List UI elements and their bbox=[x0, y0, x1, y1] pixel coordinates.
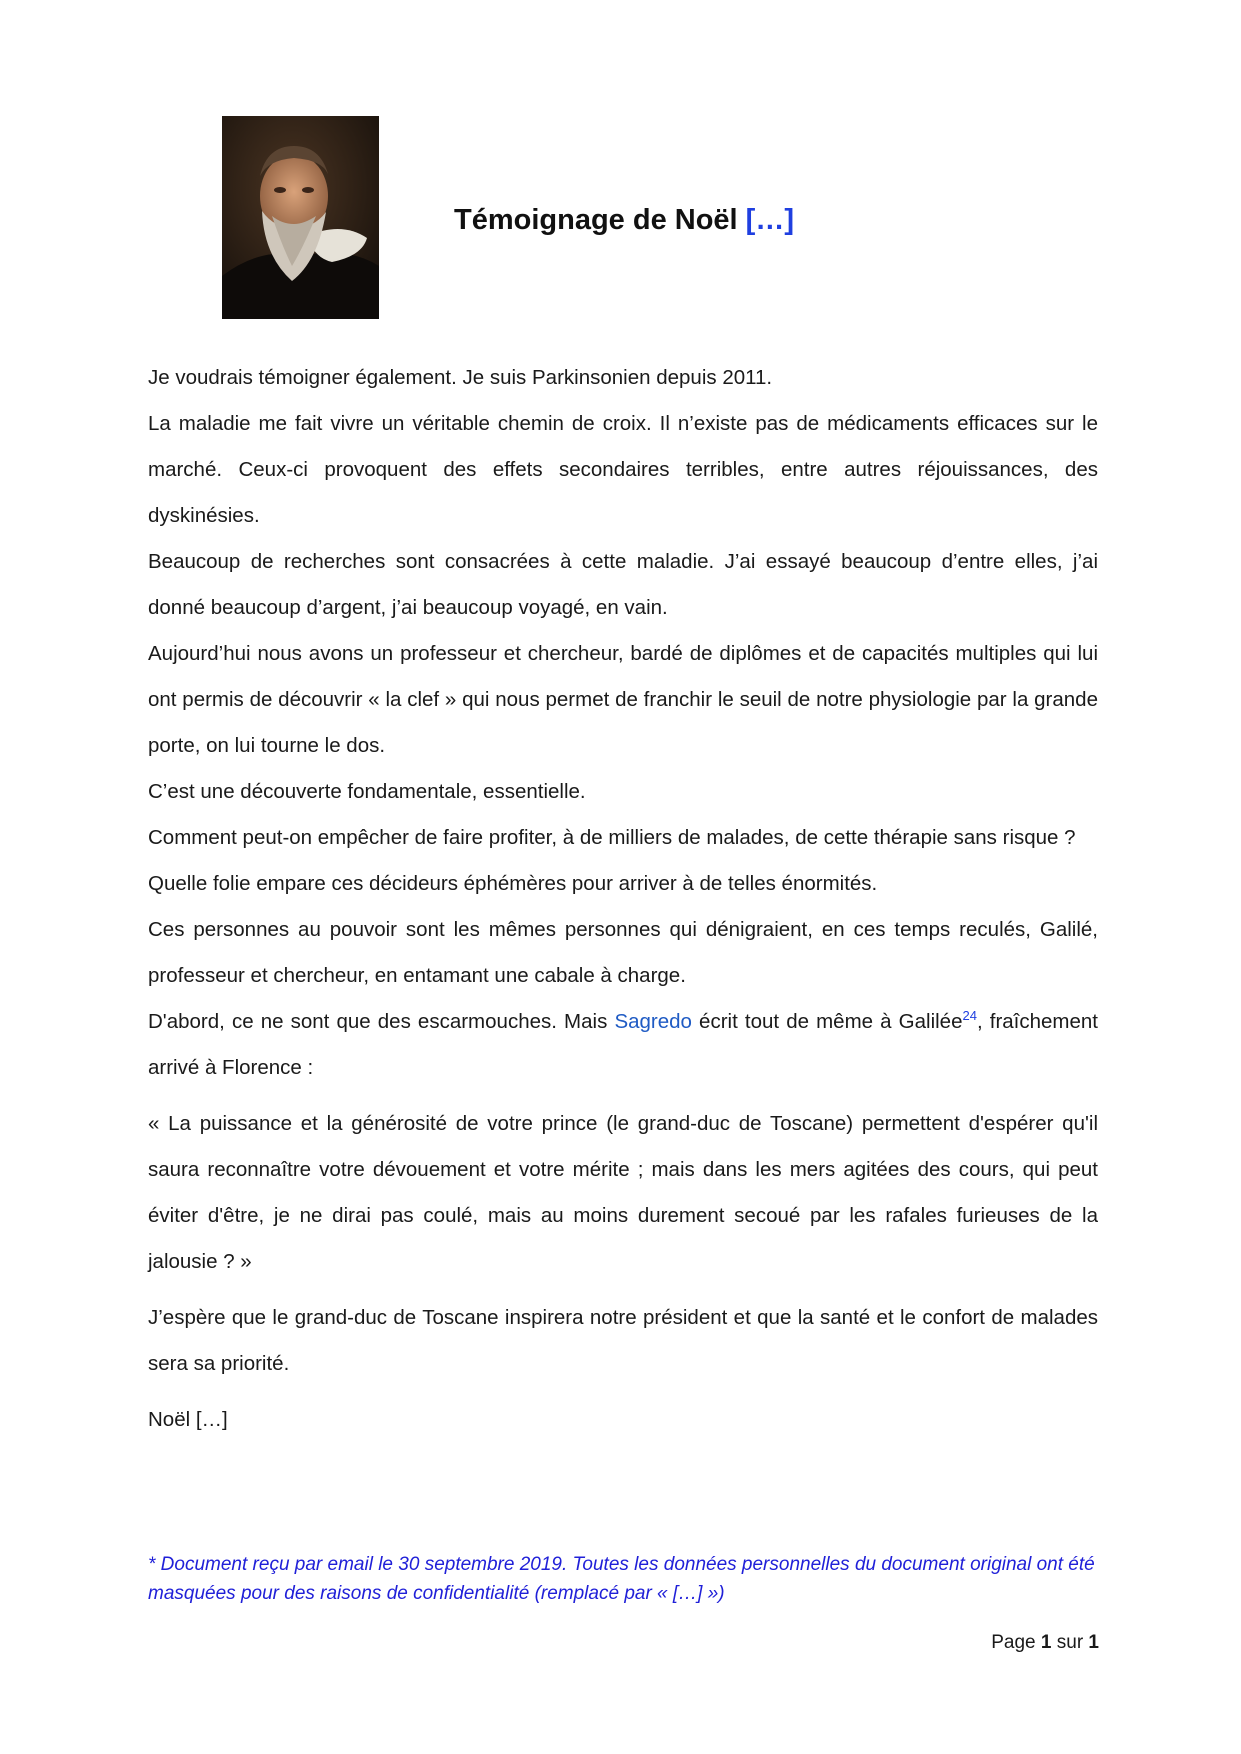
title-text: Témoignage de Noël bbox=[454, 204, 746, 236]
page-label: Page bbox=[991, 1632, 1041, 1653]
paragraph-9-text-c: , fraîchement arrivé à Florence : bbox=[148, 1010, 1098, 1079]
paragraph-9-text-a: D'abord, ce ne sont que des escarmouches. Mais bbox=[148, 1010, 615, 1033]
total-pages: 1 bbox=[1088, 1632, 1099, 1653]
page-number bbox=[991, 1632, 1099, 1654]
page-of-label: sur bbox=[1051, 1632, 1089, 1653]
document-title bbox=[454, 204, 794, 237]
paragraph-3: Beaucoup de recherches sont consacrées à cette maladie. J’ai essayé beaucoup d’entre elles, j’ai donné beaucoup d’argent, j’ai beaucoup voyagé, en vain. bbox=[148, 550, 1098, 619]
footnote-reference[interactable]: 24 bbox=[962, 1008, 977, 1024]
paragraph-1: Je voudrais témoigner également. Je suis Parkinsonien depuis 2011. bbox=[148, 366, 773, 389]
current-page: 1 bbox=[1040, 1632, 1052, 1653]
paragraph-8: Ces personnes au pouvoir sont les mêmes personnes qui dénigraient, en ces temps reculés, Galilé, professeur et chercheur, en entamant une cabale à charge. bbox=[148, 918, 1098, 987]
galileo-portrait-image bbox=[222, 116, 379, 319]
title-redacted-marker: […] bbox=[745, 204, 794, 236]
document-body bbox=[148, 355, 1098, 1443]
paragraph-9-text-b: écrit tout de même à Galilée bbox=[691, 1010, 963, 1033]
paragraph-6: Comment peut-on empêcher de faire profiter, à de milliers de malades, de cette thérapie sans risque ? bbox=[148, 826, 1076, 849]
sagredo-link[interactable]: Sagredo bbox=[614, 1010, 692, 1033]
signature: Noël […] bbox=[148, 1408, 228, 1431]
paragraph-5: C’est une découverte fondamentale, essentielle. bbox=[148, 780, 586, 803]
confidentiality-note: * Document reçu par email le 30 septembre 2019. Toutes les données personnelles du document original ont été masquées pour des raisons de confidentialité (remplacé par « […] ») bbox=[148, 1554, 1095, 1604]
paragraph-9 bbox=[148, 999, 1098, 1091]
paragraph-2: La maladie me fait vivre un véritable chemin de croix. Il n’existe pas de médicaments efficaces sur le marché. Ceux-ci provoquent des effets secondaires terribles, entre autres réjouissances, des dyskinésies. bbox=[148, 412, 1098, 527]
paragraph-7: Quelle folie empare ces décideurs éphémères pour arriver à de telles énormités. bbox=[148, 872, 878, 895]
quote-paragraph: « La puissance et la générosité de votre prince (le grand-duc de Toscane) permettent d'espérer qu'il saura reconnaître votre dévouement et votre mérite ; mais dans les mers agitées des cours, qui peut éviter d'être, je ne dirai pas coulé, mais au moins durement secoué par les rafales furieuses de la jalousie ? » bbox=[148, 1112, 1098, 1273]
paragraph-4: Aujourd’hui nous avons un professeur et chercheur, bardé de diplômes et de capacités multiples qui lui ont permis de découvrir « la clef » qui nous permet de franchir le seuil de notre physiologie par la grande porte, on lui tourne le dos. bbox=[148, 642, 1098, 757]
paragraph-10: J’espère que le grand-duc de Toscane inspirera notre président et que la santé et le confort de malades sera sa priorité. bbox=[148, 1306, 1098, 1375]
